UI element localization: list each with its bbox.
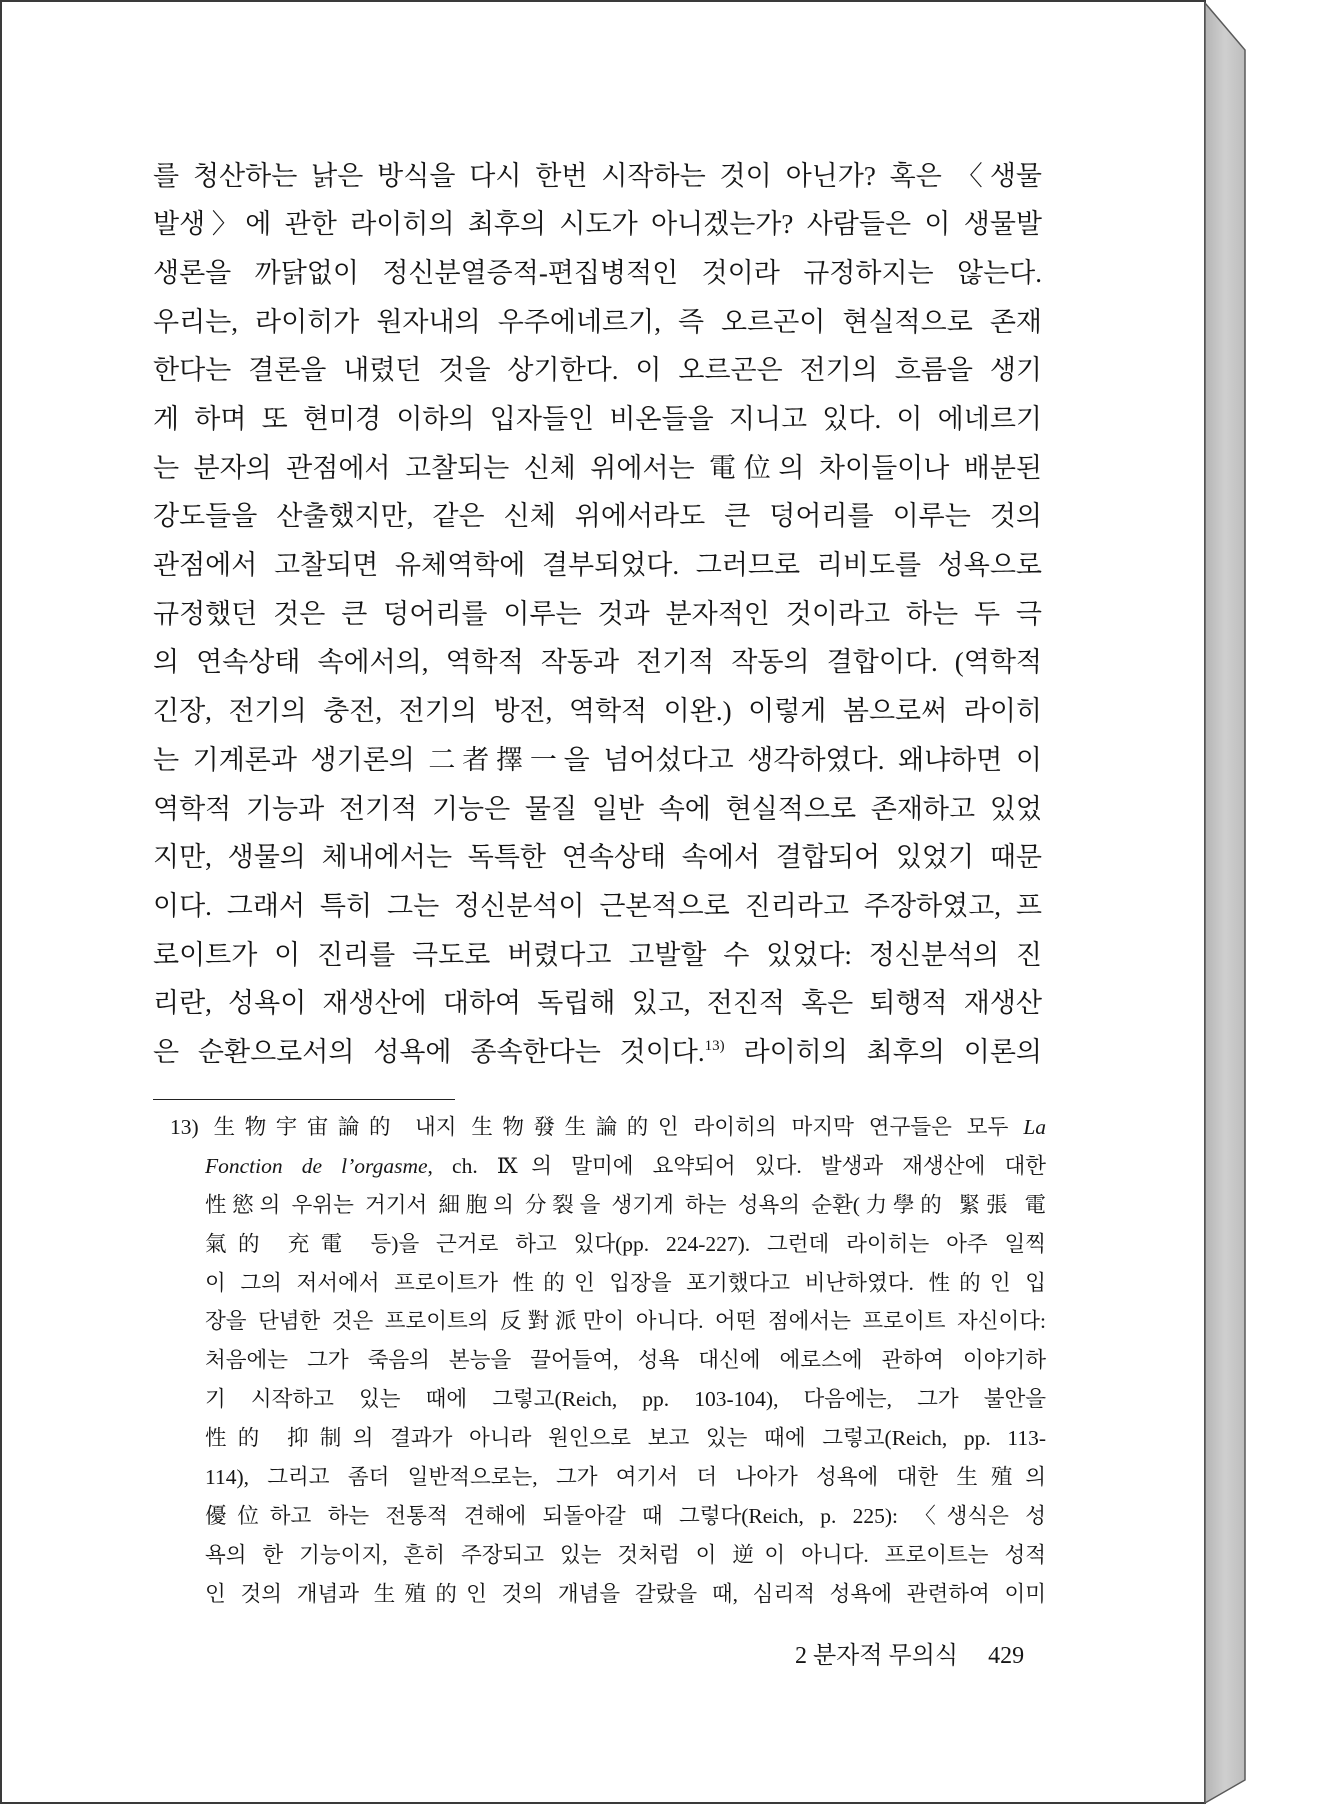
footnote-line-text: 生物宇宙論的 내지 生物發生論的인 라이히의 마지막 연구들은 모두 bbox=[213, 1115, 1009, 1139]
footnote-line: 이 그의 저서에서 프로이트가 性的인 입장을 포기했다고 비난하였다. 性的인 입 bbox=[205, 1270, 1046, 1295]
chapter-title: 2 분자적 무의식 bbox=[795, 1643, 959, 1669]
footnote-line bbox=[205, 1147, 1046, 1186]
body-line: 생론을 까닭없이 정신분열증적-편집병적인 것이라 규정하지는 않는다. bbox=[153, 257, 1042, 288]
body-line: 규정했던 것은 큰 덩어리를 이루는 것과 분자적인 것이라고 하는 두 극 bbox=[153, 598, 1042, 629]
footnote-line: 114), 그리고 좀더 일반적으로는, 그가 여기서 더 나아가 성욕에 대한 生殖의 bbox=[205, 1465, 1046, 1490]
footnote-book-title: La bbox=[1023, 1115, 1047, 1139]
footnote-line: 욕의 한 기능이지, 흔히 주장되고 있는 것처럼 이 逆이 아니다. 프로이트는 성적 bbox=[205, 1542, 1046, 1567]
body-line: 발생〉에 관한 라이히의 최후의 시도가 아니겠는가? 사람들은 이 생물발 bbox=[153, 209, 1042, 240]
body-line: 지만, 생물의 체내에서는 독특한 연속상태 속에서 결합되어 있었기 때문 bbox=[153, 842, 1042, 873]
body-line: 리란, 성욕이 재생산에 대하여 독립해 있고, 전진적 혹은 퇴행적 재생산 bbox=[153, 988, 1042, 1019]
page-stack-edge bbox=[1205, 3, 1245, 1803]
running-footer bbox=[795, 1638, 1024, 1674]
body-line-text: 라이히의 최후의 이론의 bbox=[743, 1036, 1043, 1067]
footnote-reference: 13) bbox=[704, 1037, 725, 1054]
body-line: 게 하며 또 현미경 이하의 입자들인 비온들을 지니고 있다. 이 에네르기 bbox=[153, 404, 1042, 435]
body-line: 한다는 결론을 내렸던 것을 상기한다. 이 오르곤은 전기의 흐름을 생기 bbox=[153, 355, 1042, 386]
body-line: 관점에서 고찰되면 유체역학에 결부되었다. 그러므로 리비도를 성욕으로 bbox=[153, 550, 1042, 581]
body-line: 는 분자의 관점에서 고찰되는 신체 위에서는 電位의 차이들이나 배분된 bbox=[153, 452, 1042, 483]
footnote-line: 처음에는 그가 죽음의 본능을 끌어들여, 성욕 대신에 에로스에 관하여 이야기하 bbox=[205, 1348, 1046, 1373]
body-text bbox=[153, 152, 1042, 1077]
body-line: 역학적 기능과 전기적 기능은 물질 일반 속에 현실적으로 존재하고 있었 bbox=[153, 793, 1042, 824]
footnote-line: 性慾의 우위는 거기서 細胞의 分裂을 생기게 하는 성욕의 순환(力學的 緊張 電 bbox=[205, 1192, 1046, 1217]
body-line: 를 청산하는 낡은 방식을 다시 한번 시작하는 것이 아닌가? 혹은 〈생물 bbox=[153, 160, 1042, 191]
footnote-rule bbox=[153, 1099, 455, 1100]
body-line-text: 은 순환으로서의 성욕에 종속한다는 것이다. bbox=[153, 1036, 705, 1067]
body-line: 강도들을 산출했지만, 같은 신체 위에서라도 큰 덩어리를 이루는 것의 bbox=[153, 501, 1042, 532]
footnote-marker: 13) bbox=[170, 1115, 199, 1139]
footnote-line bbox=[170, 1108, 1046, 1147]
footnote-line: 性的 抑制의 결과가 아니라 원인으로 보고 있는 때에 그렇고(Reich, pp. 113- bbox=[205, 1426, 1046, 1451]
body-line: 우리는, 라이히가 원자내의 우주에네르기, 즉 오르곤이 현실적으로 존재 bbox=[153, 306, 1042, 337]
page-number: 429 bbox=[988, 1643, 1025, 1669]
body-line: 긴장, 전기의 충전, 전기의 방전, 역학적 이완.) 이렇게 봄으로써 라이히 bbox=[153, 696, 1042, 727]
body-line: 이다. 그래서 특히 그는 정신분석이 근본적으로 진리라고 주장하였고, 프 bbox=[153, 890, 1042, 921]
footnote-line: 장을 단념한 것은 프로이트의 反對派만이 아니다. 어떤 점에서는 프로이트 자신이다: bbox=[205, 1309, 1046, 1334]
footnote-line: 인 것의 개념과 生殖的인 것의 개념을 갈랐을 때, 심리적 성욕에 관련하여 이미 bbox=[205, 1581, 1046, 1606]
footnote-book-title: Fonction de l’orgasme bbox=[205, 1153, 428, 1178]
body-line-with-note bbox=[153, 1028, 1042, 1077]
footnote bbox=[170, 1108, 1047, 1614]
footnote-line-text: , ch. Ⅸ의 말미에 요약되어 있다. 발생과 재생산에 대한 bbox=[427, 1153, 1046, 1178]
body-line: 는 기계론과 생기론의 二者擇一을 넘어섰다고 생각하였다. 왜냐하면 이 bbox=[153, 744, 1042, 775]
body-line: 의 연속상태 속에서의, 역학적 작동과 전기적 작동의 결합이다. (역학적 bbox=[153, 647, 1042, 678]
footnote-line: 氣的 充電 등)을 근거로 하고 있다(pp. 224-227). 그런데 라이히는 아주 일찍 bbox=[205, 1231, 1046, 1256]
footnote-line: 기 시작하고 있는 때에 그렇고(Reich, pp. 103-104), 다음에는, 그가 불안을 bbox=[205, 1387, 1046, 1412]
body-line: 로이트가 이 진리를 극도로 버렸다고 고발할 수 있었다: 정신분석의 진 bbox=[153, 939, 1042, 970]
footnote-line: 優位하고 하는 전통적 견해에 되돌아갈 때 그렇다(Reich, p. 225): 〈생식은 성 bbox=[205, 1503, 1046, 1528]
